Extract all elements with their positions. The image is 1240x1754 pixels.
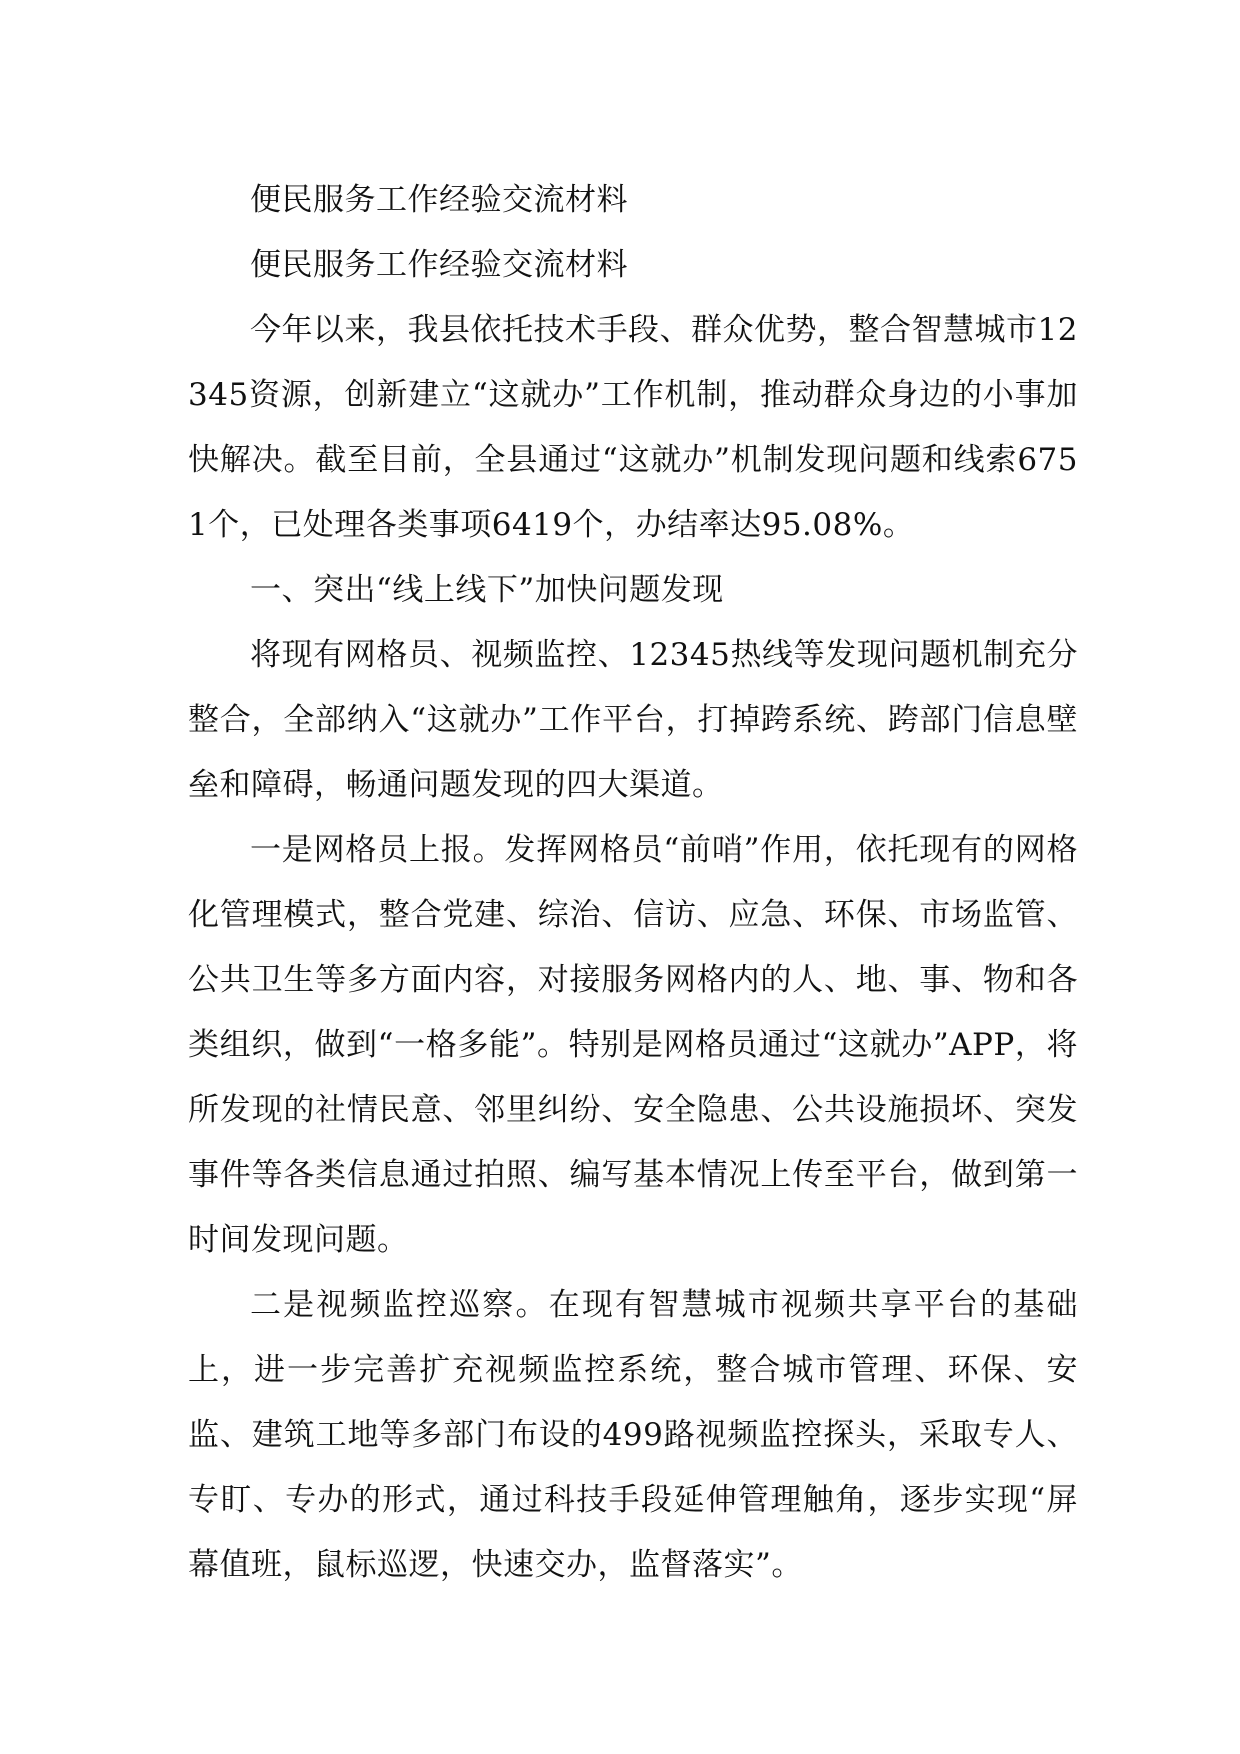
intro-paragraph: 今年以来，我县依托技术手段、群众优势，整合智慧城市12345资源，创新建立“这就办”工作机制，推动群众身边的小事加快解决。截至目前，全县通过“这就办”机制发现问题和线索6751个，已处理各类事项6419个，办结率达95.08%。 <box>188 312 1078 543</box>
document-body <box>188 168 1078 1598</box>
section-heading: 一、突出“线上线下”加快问题发现 <box>250 572 724 608</box>
body-paragraph: 将现有网格员、视频监控、12345热线等发现问题机制充分整合，全部纳入“这就办”工作平台，打掉跨系统、跨部门信息壁垒和障碍，畅通问题发现的四大渠道。 <box>188 637 1078 803</box>
document-subtitle: 便民服务工作经验交流材料 <box>250 247 628 283</box>
body-paragraph: 一是网格员上报。发挥网格员“前哨”作用，依托现有的网格化管理模式，整合党建、综治、信访、应急、环保、市场监管、公共卫生等多方面内容，对接服务网格内的人、地、事、物和各类组织，做到“一格多能”。特别是网格员通过“这就办”APP，将所发现的社情民意、邻里纠纷、安全隐患、公共设施损坏、突发事件等各类信息通过拍照、编写基本情况上传至平台，做到第一时间发现问题。 <box>188 832 1078 1258</box>
body-paragraph: 二是视频监控巡察。在现有智慧城市视频共享平台的基础上，进一步完善扩充视频监控系统，整合城市管理、环保、安监、建筑工地等多部门布设的499路视频监控探头，采取专人、专盯、专办的形式，通过科技手段延伸管理触角，逐步实现“屏幕值班，鼠标巡逻，快速交办，监督落实”。 <box>188 1287 1078 1583</box>
document-title: 便民服务工作经验交流材料 <box>250 182 628 218</box>
